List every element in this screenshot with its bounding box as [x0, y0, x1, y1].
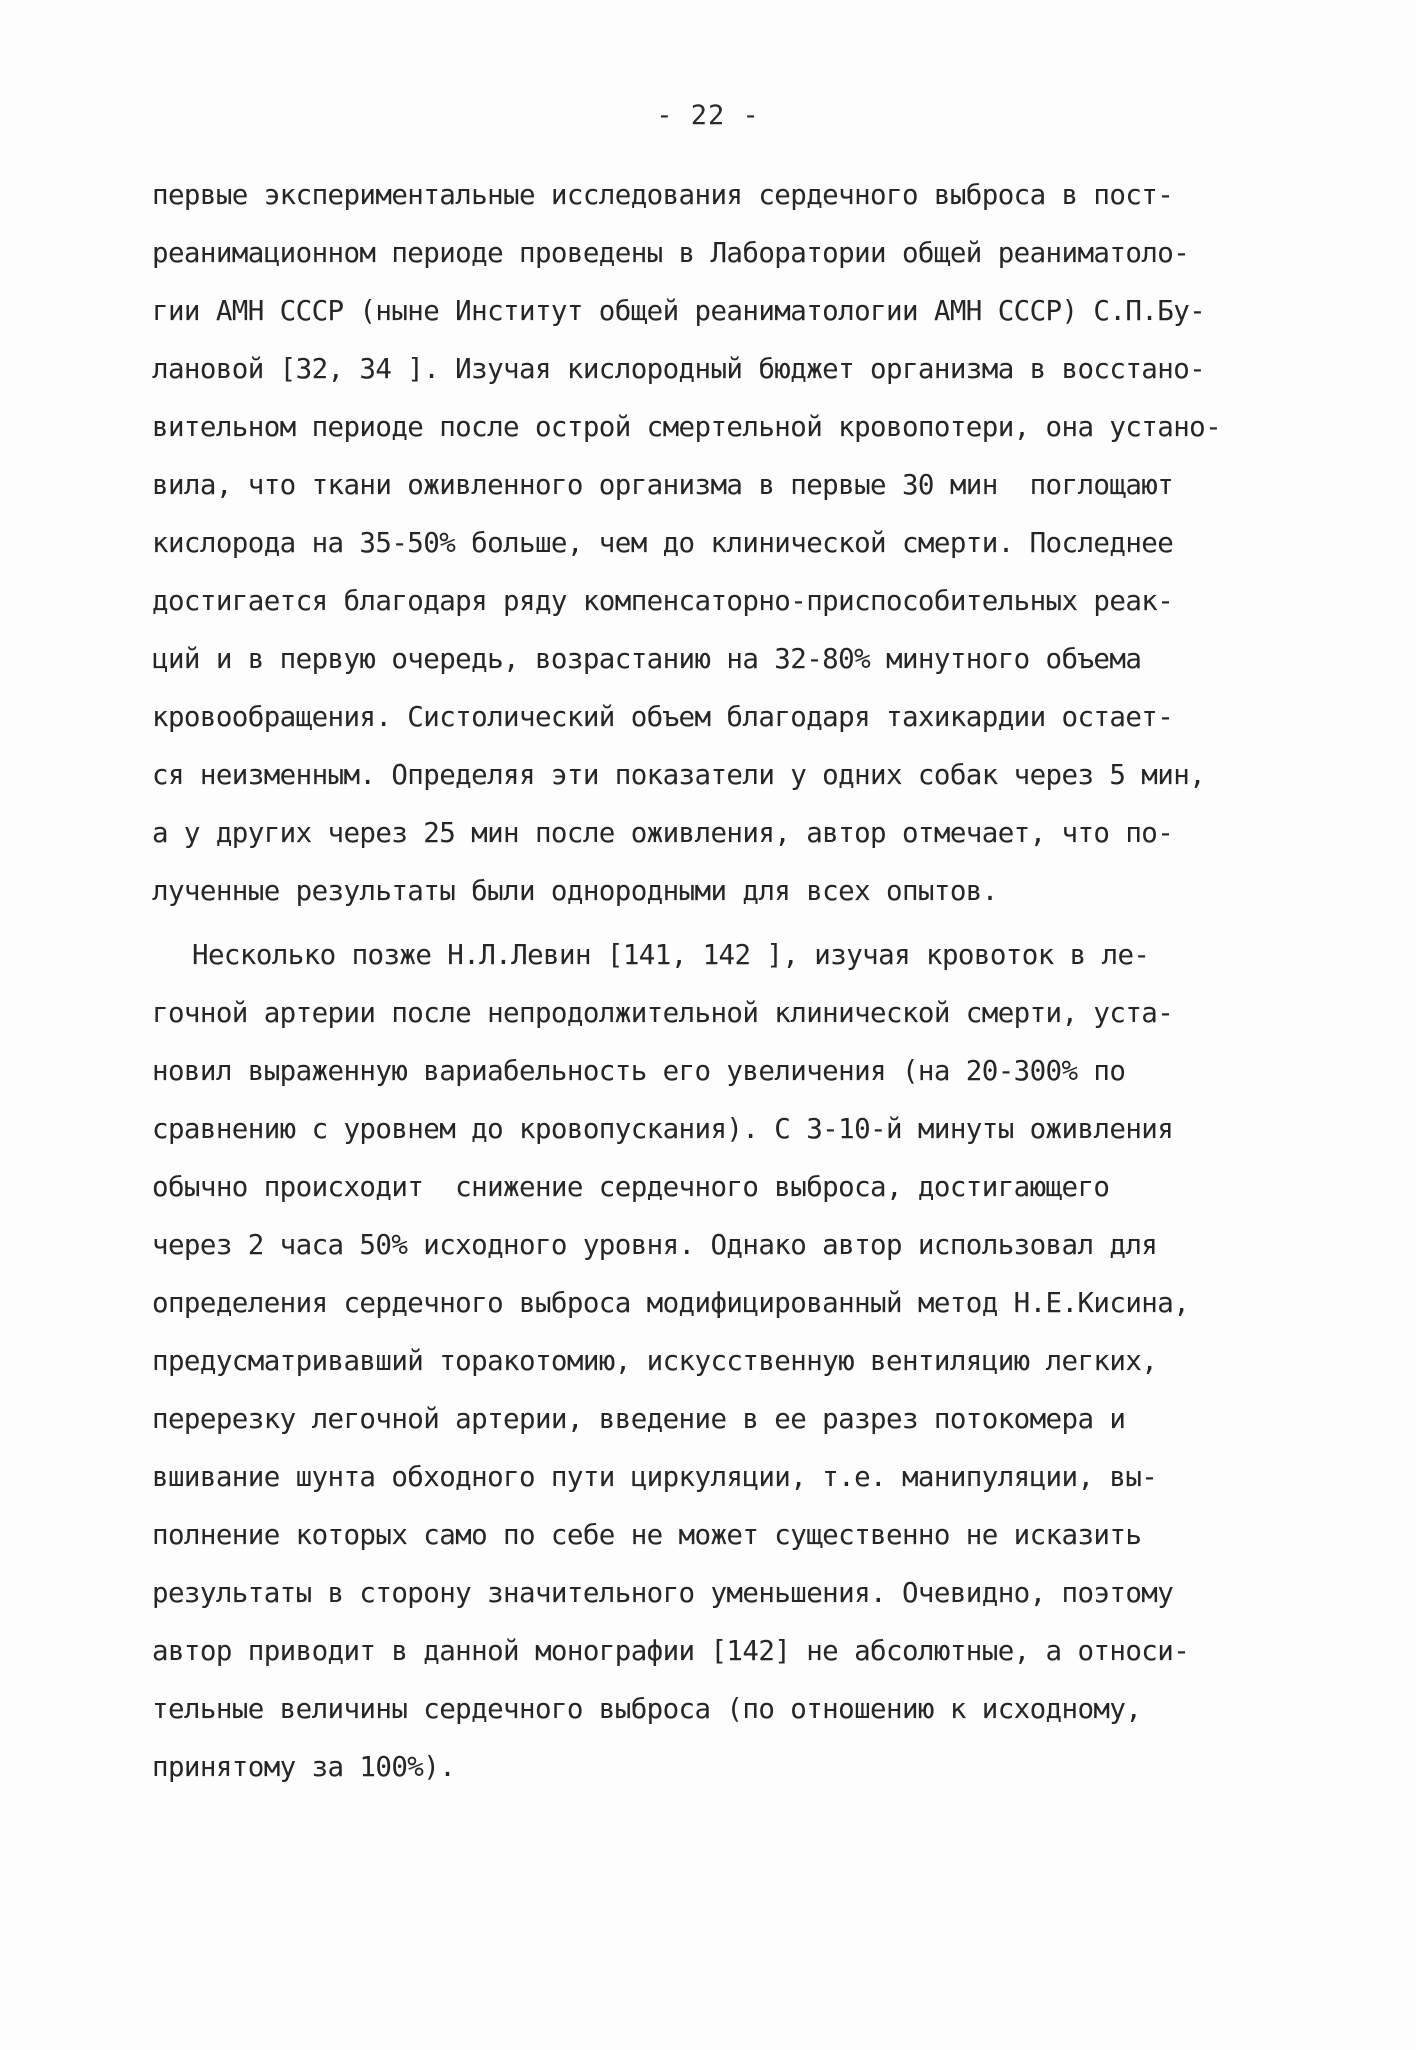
text-line: реанимационном периоде проведены в Лаборатории общей реаниматоло- — [152, 237, 1190, 269]
text-line: предусматривавший торакотомию, искусственную вентиляцию легких, — [152, 1345, 1158, 1377]
text-line: первые экспериментальные исследования сердечного выброса в пост- — [152, 179, 1174, 211]
text-line: ся неизменным. Определяя эти показатели у одних собак через 5 мин, — [152, 759, 1206, 791]
text-line: сравнению с уровнем до кровопускания). С 3-10-й минуты оживления — [152, 1113, 1174, 1145]
text-line: вшивание шунта обходного пути циркуляции, т.е. манипуляции, вы- — [152, 1461, 1158, 1493]
text-line: через 2 часа 50% исходного уровня. Однако автор использовал для — [152, 1229, 1158, 1261]
paragraph-1 — [152, 166, 1287, 920]
text-line: достигается благодаря ряду компенсаторно-приспособительных реак- — [152, 585, 1174, 617]
text-line: лученные результаты были однородными для всех опытов. — [152, 875, 998, 907]
paragraph-2 — [152, 926, 1287, 1796]
text-line: гочной артерии после непродолжительной клинической смерти, уста- — [152, 997, 1174, 1029]
text-line: тельные величины сердечного выброса (по отношению к исходному, — [152, 1693, 1142, 1725]
text-line: а у других через 25 мин после оживления, автор отмечает, что по- — [152, 817, 1174, 849]
text-line: вительном периоде после острой смертельной кровопотери, она устано- — [152, 411, 1222, 443]
text-line: новил выраженную вариабельность его увеличения (на 20-300% по — [152, 1055, 1126, 1087]
text-line: вила, что ткани оживленного организма в первые 30 мин поглощают — [152, 469, 1174, 501]
text-line: определения сердечного выброса модифицированный метод Н.Е.Кисина, — [152, 1287, 1190, 1319]
text-line: кровообращения. Систолический объем благодаря тахикардии остает- — [152, 701, 1174, 733]
text-line: полнение которых само по себе не может существенно не исказить — [152, 1519, 1142, 1551]
text-line: обычно происходит снижение сердечного выброса, достигающего — [152, 1171, 1110, 1203]
text-line: автор приводит в данной монографии [142] не абсолютные, а относи- — [152, 1635, 1190, 1667]
page-number: - 22 - — [656, 100, 760, 131]
text-line: кислорода на 35-50% больше, чем до клинической смерти. Последнее — [152, 527, 1174, 559]
text-line: гии АМН СССР (ныне Институт общей реаниматологии АМН СССР) С.П.Бу- — [152, 295, 1206, 327]
text-line: принятому за 100%). — [152, 1751, 456, 1783]
text-line: Несколько позже Н.Л.Левин [141, 142 ], изучая кровоток в ле- — [192, 939, 1150, 971]
text-line: ций и в первую очередь, возрастанию на 32-80% минутного объема — [152, 643, 1142, 675]
text-line: перерезку легочной артерии, введение в ее разрез потокомера и — [152, 1403, 1126, 1435]
text-line: результаты в сторону значительного уменьшения. Очевидно, поэтому — [152, 1577, 1174, 1609]
text-line: лановой [32, 34 ]. Изучая кислородный бюджет организма в восстано- — [152, 353, 1206, 385]
